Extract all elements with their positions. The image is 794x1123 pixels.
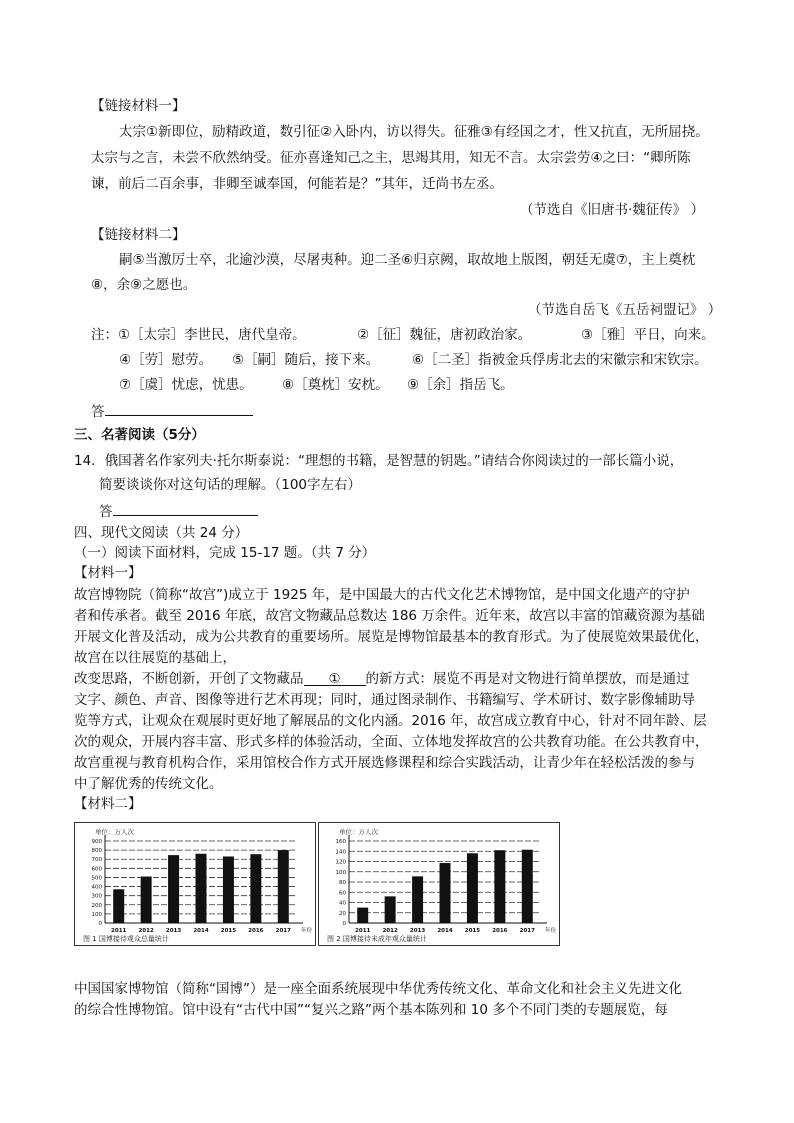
answer-blank[interactable] — [105, 400, 253, 416]
chart-1-visitors-total — [75, 823, 315, 945]
answer-label: 答 — [99, 504, 113, 520]
q14-line-2: 简要谈谈你对这句话的理解。（100字左右） — [99, 477, 362, 493]
x-tick-label: 2014 — [193, 928, 209, 934]
chart-title: 图 1 国博接待观众总量统计 — [83, 935, 169, 943]
x-tick-label: 2012 — [138, 928, 154, 934]
note-5: ⑤［嗣］随后，接下来。 — [232, 352, 380, 368]
blank-1[interactable] — [304, 669, 366, 686]
x-tick-label: 2014 — [437, 928, 453, 934]
y-tick-label: 80 — [339, 880, 346, 886]
material1-line-7: 次的观众，开展内容丰富、形式多样的体验活动，全面、立体地发挥故宫的公共教育功能。在公共教育中， — [74, 734, 709, 750]
y-tick-label: 40 — [339, 900, 346, 907]
chart-title: 图 2 国博接待未成年观众量统计 — [327, 935, 427, 943]
after-line-2: 的综合性博物馆。馆中设有“古代中国”“复兴之路”两个基本陈列和 10 多个不同门类的专题展览，每 — [74, 1002, 668, 1018]
link1-heading: 【链接材料一】 — [91, 98, 186, 114]
note-4: ④［劳］慰劳。 — [119, 352, 213, 368]
y-tick-label: 500 — [91, 875, 102, 882]
material1-line-4: 故宫在以往展览的基础上， — [74, 650, 236, 666]
chart-unit-label: 单位：万人次 — [339, 828, 378, 836]
material1-blank-line — [74, 669, 690, 689]
chart-2-frame — [318, 822, 560, 946]
answer-label: 答 — [91, 404, 105, 420]
y-tick-label: 900 — [91, 839, 102, 845]
bar-2014 — [196, 854, 207, 923]
y-tick-label: 0 — [342, 921, 346, 927]
x-tick-label: 2013 — [409, 928, 426, 934]
link1-source: （节选自《旧唐书·魏征传》 ） — [520, 202, 705, 218]
link2-heading: 【链接材料二】 — [91, 227, 186, 243]
bar-2017 — [522, 850, 533, 923]
x-tick-label: 2015 — [464, 928, 481, 934]
x-tick-label: 2017 — [275, 928, 291, 934]
blank-mark: ① — [328, 671, 341, 687]
material1-line-6: 览等方式，让观众在观展时更好地了解展品的文化内涵。2016 年，故宫成立教育中心，针对不同年龄、层 — [74, 713, 707, 729]
bar-2013 — [168, 855, 179, 923]
note-8: ⑧［奠枕］安枕。 — [282, 377, 389, 393]
material1-line-2: 者和传承者。截至 2016 年底，故宫文物藏品总数达 186 万余件。近年来，故宫以丰富的馆藏资源为基础 — [74, 608, 705, 624]
x-tick-label: 2017 — [519, 928, 535, 934]
bar-2012 — [141, 877, 152, 923]
note-9: ⑨［余］指岳飞。 — [407, 377, 514, 393]
link2-line-2: ⑧，余⑨之愿也。 — [91, 277, 197, 293]
section4-sub1: （一）阅读下面材料，完成 15-17 题。（共 7 分） — [74, 545, 376, 561]
note-1: 注：①［太宗］李世民，唐代皇帝。 — [91, 327, 306, 343]
bar-2016 — [494, 850, 505, 923]
bar-2014 — [440, 863, 451, 923]
bar-2016 — [250, 854, 261, 923]
bar-2015 — [223, 856, 234, 923]
y-tick-label: 800 — [91, 848, 102, 855]
material2-heading: 【材料二】 — [74, 796, 142, 812]
material1-line-3: 开展文化普及活动，成为公共教育的重要场所。展览是博物馆最基本的教育形式。为了使展览效果最优化， — [74, 629, 709, 645]
x-tick-label: 2011 — [355, 928, 371, 934]
y-tick-label: 100 — [335, 869, 346, 876]
answer-line-2[interactable] — [99, 500, 258, 522]
x-axis-label: 年份 — [301, 928, 313, 934]
x-tick-label: 2011 — [111, 928, 127, 934]
link2-source: （节选自岳飞《五岳祠盟记》 ） — [528, 302, 722, 318]
y-tick-label: 600 — [91, 866, 102, 873]
note-7: ⑦［虞］忧虑，忧患。 — [119, 377, 253, 393]
y-tick-label: 160 — [335, 839, 346, 845]
y-tick-label: 300 — [91, 893, 102, 900]
x-tick-label: 2016 — [492, 928, 508, 934]
material1-line-5: 文字、颜色、声音、图像等进行艺术再现；同时，通过图录制作、书籍编写、学术研讨、数字影像辅助导 — [74, 692, 695, 708]
bar-2012 — [385, 896, 396, 923]
link1-line-2: 太宗与之言，未尝不欣然纳受。征亦喜逢知己之主，思竭其用，知无不言。太宗尝劳④之曰：“卿所陈 — [91, 150, 691, 166]
link2-line-1: 嗣⑤当激厉士卒，北逾沙漠，尽屠夷种。迎二圣⑥归京阙，取故地上版图，朝廷无虞⑦，主上奠枕 — [119, 252, 696, 268]
material1-line-9: 中了解优秀的传统文化。 — [74, 776, 223, 792]
x-tick-label: 2012 — [382, 928, 398, 934]
bar-2011 — [357, 908, 368, 923]
y-tick-label: 60 — [339, 890, 346, 897]
bar-2015 — [467, 853, 478, 923]
y-tick-label: 100 — [91, 911, 102, 918]
answer-line-1[interactable] — [91, 400, 253, 422]
y-tick-label: 400 — [91, 884, 102, 891]
y-tick-label: 120 — [335, 859, 346, 866]
blank-post: 的新方式：展览不再是对文物进行简单摆放，而是通过 — [365, 671, 690, 687]
section3-title: 三、名著阅读（5分） — [74, 427, 205, 443]
chart-2-visitors-minor — [319, 823, 559, 945]
x-axis-label: 年份 — [545, 928, 557, 934]
blank-pre: 改变思路，不断创新，开创了文物藏品 — [74, 671, 304, 687]
note-6: ⑥［二圣］指被金兵俘虏北去的宋徽宗和宋钦宗。 — [412, 352, 708, 368]
material1-heading: 【材料一】 — [74, 565, 142, 581]
bar-2013 — [412, 876, 423, 923]
note-2: ②［征］魏征，唐初政治家。 — [357, 327, 532, 343]
x-tick-label: 2016 — [248, 928, 264, 934]
material1-line-8: 故宫重视与教育机构合作，采用馆校合作方式开展选修课程和综合实践活动，让青少年在轻松活泼的参与 — [74, 755, 695, 771]
after-line-1: 中国国家博物馆（简称“国博”）是一座全面系统展现中华优秀传统文化、革命文化和社会主义先进文化 — [74, 981, 682, 997]
x-tick-label: 2015 — [220, 928, 237, 934]
chart-unit-label: 单位：万人次 — [95, 828, 134, 836]
link1-line-1: 太宗①新即位，励精政道，数引征②入卧内，访以得失。征雅③有经国之才，性又抗直，无所屈挠。 — [119, 124, 709, 140]
y-tick-label: 200 — [91, 902, 102, 909]
y-tick-label: 20 — [339, 910, 346, 917]
section4-title: 四、现代文阅读（共 24 分） — [74, 525, 249, 541]
y-tick-label: 140 — [335, 849, 346, 856]
link1-line-3: 谏，前后二百余事，非卿至诚奉国，何能若是？”其年，迁尚书左丞。 — [91, 176, 503, 192]
note-3: ③［雅］平日，向来。 — [581, 327, 715, 343]
answer-blank[interactable] — [113, 500, 258, 516]
x-tick-label: 2013 — [165, 928, 182, 934]
material1-line-1: 故宫博物院（简称“故宫”)成立于 1925 年，是中国最大的古代文化艺术博物馆，是中国文化遗产的守护 — [74, 587, 690, 603]
q14-line-1: 14．俄国著名作家列夫·托尔斯泰说：“理想的书籍，是智慧的钥匙。”请结合你阅读过的一部长篇小说， — [74, 453, 684, 469]
y-tick-label: 0 — [98, 921, 102, 927]
bar-2017 — [278, 850, 289, 923]
bar-2011 — [113, 889, 124, 923]
chart-1-frame — [74, 822, 316, 946]
y-tick-label: 700 — [91, 857, 102, 864]
